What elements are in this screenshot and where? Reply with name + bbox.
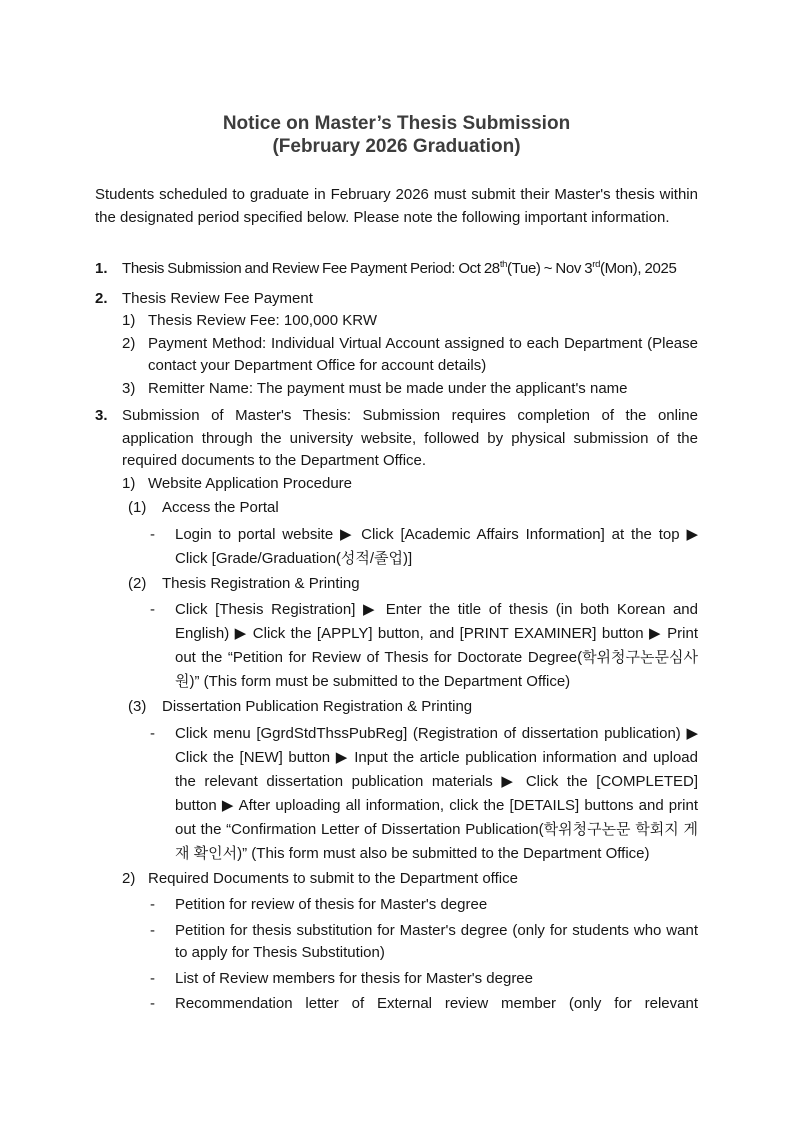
section-2-sub-3 (122, 378, 698, 401)
required-doc-1-text: Petition for review of thesis for Master's degree (175, 896, 488, 913)
step-3-bullet (150, 722, 698, 866)
step-1-heading (128, 497, 698, 520)
required-doc-2 (150, 920, 698, 965)
section-2-sub-2 (122, 333, 698, 378)
page-title (95, 112, 698, 158)
section-2-sub-1-text: Thesis Review Fee: 100,000 KRW (148, 312, 377, 329)
superscript-rd: rd (592, 259, 601, 270)
step-3-bullet-text: Click menu [GgrdStdThssPubReg] (Registration of dissertation publication) ▶ Click the [NEW] button ▶ Input the article publication information and upload the relevant dissertation publication materials ▶ Click the [COMPLETED] button ▶ After uploading all information, click the [DETAILS] buttons and print out the “Confirmation Letter of Dissertation Publication(학위청구논문 학회지 게재 확인서)” (This form must also be submitted to the Department Office) (175, 724, 698, 862)
section-3-sub-2-heading-text: Required Documents to submit to the Department office (148, 869, 518, 887)
required-doc-1 (150, 894, 698, 917)
step-1-bullet-text: Login to portal website ▶ Click [Academic Affairs Information] at the top ▶ Click [Grade/Graduation(성적/졸업)] (175, 525, 698, 567)
dash-bullet: - (150, 724, 155, 742)
section-2-sub-1-number: 1) (122, 312, 136, 329)
step-2-heading (128, 573, 698, 596)
dash-bullet: - (150, 896, 155, 913)
dash-bullet: - (150, 921, 155, 939)
section-2-sub-3-text: Remitter Name: The payment must be made under the applicant's name (148, 379, 628, 397)
required-doc-4 (150, 993, 698, 1016)
dash-bullet: - (150, 601, 155, 618)
section-3-heading-text: Submission of Master's Thesis: Submission requires completion of the online application through the university website, followed by physical submission of the required documents to the Department Office. (122, 407, 698, 469)
step-2-number: (2) (128, 574, 147, 592)
section-2-sub-3-number: 3) (122, 379, 136, 397)
step-3-heading (128, 696, 698, 719)
section-3-sub-2-heading (122, 868, 698, 891)
section-3-heading (95, 405, 698, 473)
section-3-number: 3. (95, 407, 108, 424)
section-2-number: 2. (95, 289, 108, 307)
section-1-number: 1. (95, 260, 108, 277)
section-1-text-pre: Thesis Submission and Review Fee Payment Period: Oct 28 (122, 260, 500, 277)
section-1-text (122, 258, 698, 281)
step-1-number: (1) (128, 499, 147, 516)
section-2-sub-2-number: 2) (122, 334, 136, 352)
section-2-sub-2-text: Payment Method: Individual Virtual Account assigned to each Department (Please contact your Department Office for account details) (148, 334, 698, 374)
section-1-text-post: (Mon), 2025 (600, 260, 677, 277)
step-3-number: (3) (128, 698, 147, 715)
step-2-bullet (150, 598, 698, 694)
section-2-heading (95, 288, 698, 311)
section-3-sub-2-number: 2) (122, 869, 136, 887)
required-doc-2-text: Petition for thesis substitution for Master's degree (only for students who want to apply for Thesis Substitution) (175, 921, 698, 961)
superscript-th: th (499, 259, 508, 270)
section-2-sub-1 (122, 310, 698, 333)
section-3-sub-1-number: 1) (122, 474, 136, 492)
required-doc-4-text: Recommendation letter of External review member (only for relevant (175, 995, 698, 1012)
step-1-bullet (150, 523, 698, 571)
step-2-bullet-text: Click [Thesis Registration] ▶ Enter the title of thesis (in both Korean and English) ▶ Click the [APPLY] button, and [PRINT EXAMINER] button ▶ Print out the “Petition for Review of Thesis for Doctorate Degree(학위청구논문심사원)” (This form must be submitted to the Department Office) (175, 601, 698, 690)
step-3-heading-text: Dissertation Publication Registration & Printing (162, 698, 473, 715)
step-1-heading-text: Access the Portal (162, 499, 279, 516)
step-2-heading-text: Thesis Registration & Printing (162, 574, 360, 592)
section-3 (95, 405, 698, 1016)
section-2-heading-text: Thesis Review Fee Payment (122, 289, 313, 307)
section-3-sub-1-heading-text: Website Application Procedure (148, 474, 353, 492)
required-doc-3 (150, 968, 698, 991)
dash-bullet: - (150, 525, 155, 543)
section-1-text-mid: (Tue) ~ Nov 3 (507, 260, 593, 277)
required-doc-3-text: List of Review members for thesis for Master's degree (175, 969, 533, 987)
title-line-1: Notice on Master’s Thesis Submission (222, 113, 571, 134)
section-1 (95, 258, 698, 281)
section-2 (95, 288, 698, 401)
dash-bullet: - (150, 969, 155, 987)
intro-paragraph: Students scheduled to graduate in February 2026 must submit their Master's thesis within the designated period specified below. Please note the following important information. (95, 186, 698, 226)
section-3-sub-1-heading (122, 473, 698, 496)
title-line-2: (February 2026 Graduation) (272, 136, 521, 157)
dash-bullet: - (150, 995, 155, 1012)
